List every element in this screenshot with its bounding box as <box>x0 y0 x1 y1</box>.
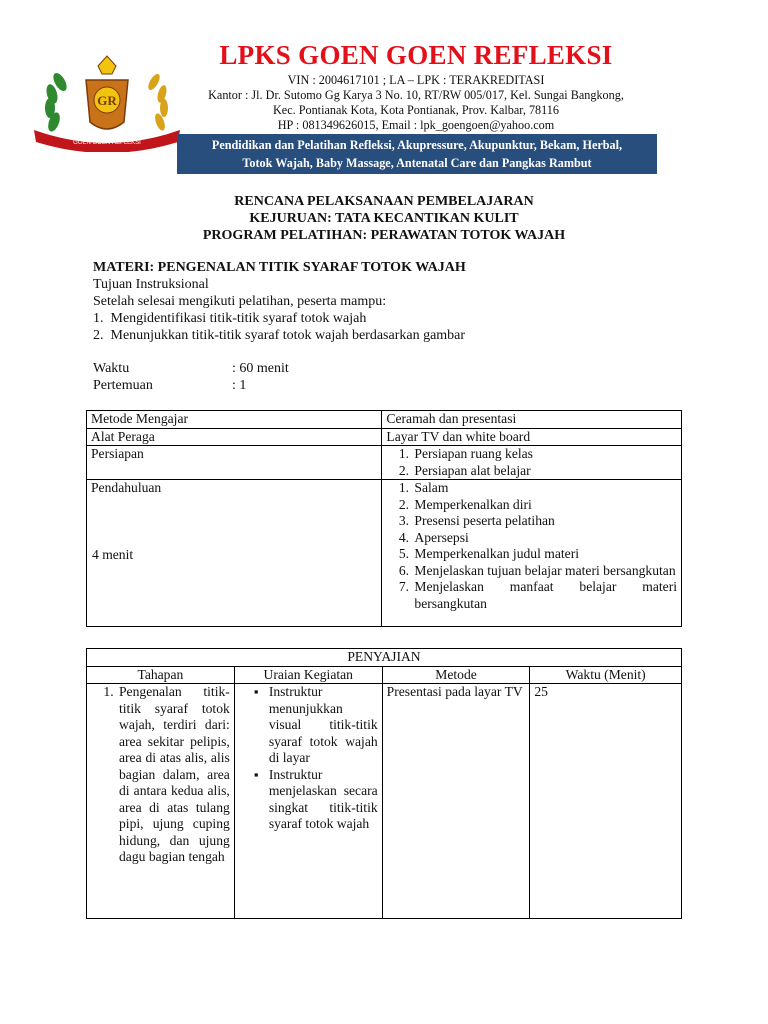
tahapan-cell <box>87 684 235 919</box>
lesson-plan-table <box>86 410 682 627</box>
logo-initials: GR <box>97 93 117 108</box>
metode-cell: Presentasi pada layar TV <box>382 684 530 919</box>
doc-subtitle-program: PROGRAM PELATIHAN: PERAWATAN TOTOK WAJAH <box>202 228 566 243</box>
list-item: 2. Persiapan alat belajar <box>412 463 677 480</box>
address-line-1: Kantor : Jl. Dr. Sutomo Gg Karya 3 No. 10, RT/RW 005/017, Kel. Sungai Bangkong, <box>208 88 624 102</box>
pertemuan-label: Pertemuan <box>93 378 153 393</box>
list-item: 7. Menjelaskan manfaat belajar materi bersangkutan <box>412 579 677 612</box>
list-item: 1. Salam <box>412 480 677 497</box>
table-row <box>87 428 682 446</box>
waktu-cell: 25 <box>530 684 682 919</box>
persiapan-cell <box>382 446 682 480</box>
metode-label: Metode Mengajar <box>87 411 382 429</box>
column-header: Tahapan <box>87 666 235 684</box>
services-banner <box>177 134 657 174</box>
penyajian-title: PENYAJIAN <box>87 649 682 667</box>
organization-logo <box>28 52 186 152</box>
wreath-left-icon <box>45 71 70 133</box>
alat-value: Layar TV dan white board <box>382 428 682 446</box>
list-item: ▪ Instruktur menjelaskan secara singkat titik-titik syaraf totok wajah <box>269 767 378 833</box>
objective-item: 1. Mengidentifikasi titik-titik syaraf totok wajah <box>93 311 367 326</box>
table-row <box>87 411 682 429</box>
list-item: 5. Memperkenalkan judul materi <box>412 546 677 563</box>
pendahuluan-steps-cell <box>382 480 682 627</box>
penyajian-table <box>86 648 682 919</box>
list-item: 1. Pengenalan titik-titik syaraf totok wajah, terdiri dari: area sekitar pelipis, area di atas alis, alis bagian dalam, area di antara kedua alis, area di atas tulang pipi, ujung cuping hidung, dan ujung dagu bagian tengah <box>117 684 230 866</box>
waktu-value: : 60 menit <box>232 361 289 376</box>
table-row <box>87 684 682 919</box>
list-item: 2. Memperkenalkan diri <box>412 497 677 514</box>
tahapan-list <box>91 684 230 866</box>
column-header: Metode <box>382 666 530 684</box>
pendahuluan-list <box>386 480 677 612</box>
list-item: 3. Presensi peserta pelatihan <box>412 513 677 530</box>
metode-value: Ceramah dan presentasi <box>382 411 682 429</box>
table-row <box>87 649 682 667</box>
list-item: 4. Apersepsi <box>412 530 677 547</box>
banner-line-1: Pendidikan dan Pelatihan Refleksi, Akupressure, Akupunktur, Bekam, Herbal, <box>211 138 623 152</box>
objective-item: 2. Menunjukkan titik-titik syaraf totok wajah berdasarkan gambar <box>93 328 466 343</box>
doc-subtitle-kejuruan: KEJURUAN: TATA KECANTIKAN KULIT <box>249 211 519 226</box>
kegiatan-list <box>239 684 378 833</box>
list-item: 6. Menjelaskan tujuan belajar materi bersangkutan <box>412 563 677 580</box>
address-line-2: Kec. Pontianak Kota, Kota Pontianak, Prov. Kalbar, 78116 <box>273 103 559 117</box>
org-name: LPKS GOEN GOEN REFLEKSI <box>219 40 613 70</box>
objectives-intro: Setelah selesai mengikuti pelatihan, peserta mampu: <box>93 294 387 309</box>
pendahuluan-label: Pendahuluan <box>91 480 162 495</box>
column-header: Uraian Kegiatan <box>234 666 382 684</box>
pertemuan-value: : 1 <box>232 378 247 393</box>
persiapan-label: Persiapan <box>87 446 382 480</box>
alat-label: Alat Peraga <box>87 428 382 446</box>
persiapan-list <box>386 446 677 479</box>
pendahuluan-time: 4 menit <box>92 547 134 562</box>
banner-line-2: Totok Wajah, Baby Massage, Antenatal Care dan Pangkas Rambut <box>242 156 592 170</box>
doc-title: RENCANA PELAKSANAAN PEMBELAJARAN <box>234 194 534 209</box>
waktu-label: Waktu <box>93 361 130 376</box>
logo-ribbon-text: GOEN GOEN REFLEKSI <box>73 140 141 146</box>
wheat-right-icon <box>146 72 168 132</box>
pendahuluan-cell <box>87 480 382 627</box>
contact-line: HP : 081349626015, Email : lpk_goengoen@yahoo.com <box>277 118 555 132</box>
list-item: 1. Persiapan ruang kelas <box>412 446 677 463</box>
table-row <box>87 446 682 480</box>
materi-heading: MATERI: PENGENALAN TITIK SYARAF TOTOK WAJAH <box>93 260 466 275</box>
column-header: Waktu (Menit) <box>530 666 682 684</box>
table-header-row <box>87 666 682 684</box>
table-row <box>87 480 682 627</box>
kegiatan-cell <box>234 684 382 919</box>
list-item: ▪ Instruktur menunjukkan visual titik-titik syaraf totok wajah di layar <box>269 684 378 767</box>
objectives-heading: Tujuan Instruksional <box>93 277 209 292</box>
vin-line: VIN : 2004617101 ; LA – LPK : TERAKREDITASI <box>287 73 545 87</box>
